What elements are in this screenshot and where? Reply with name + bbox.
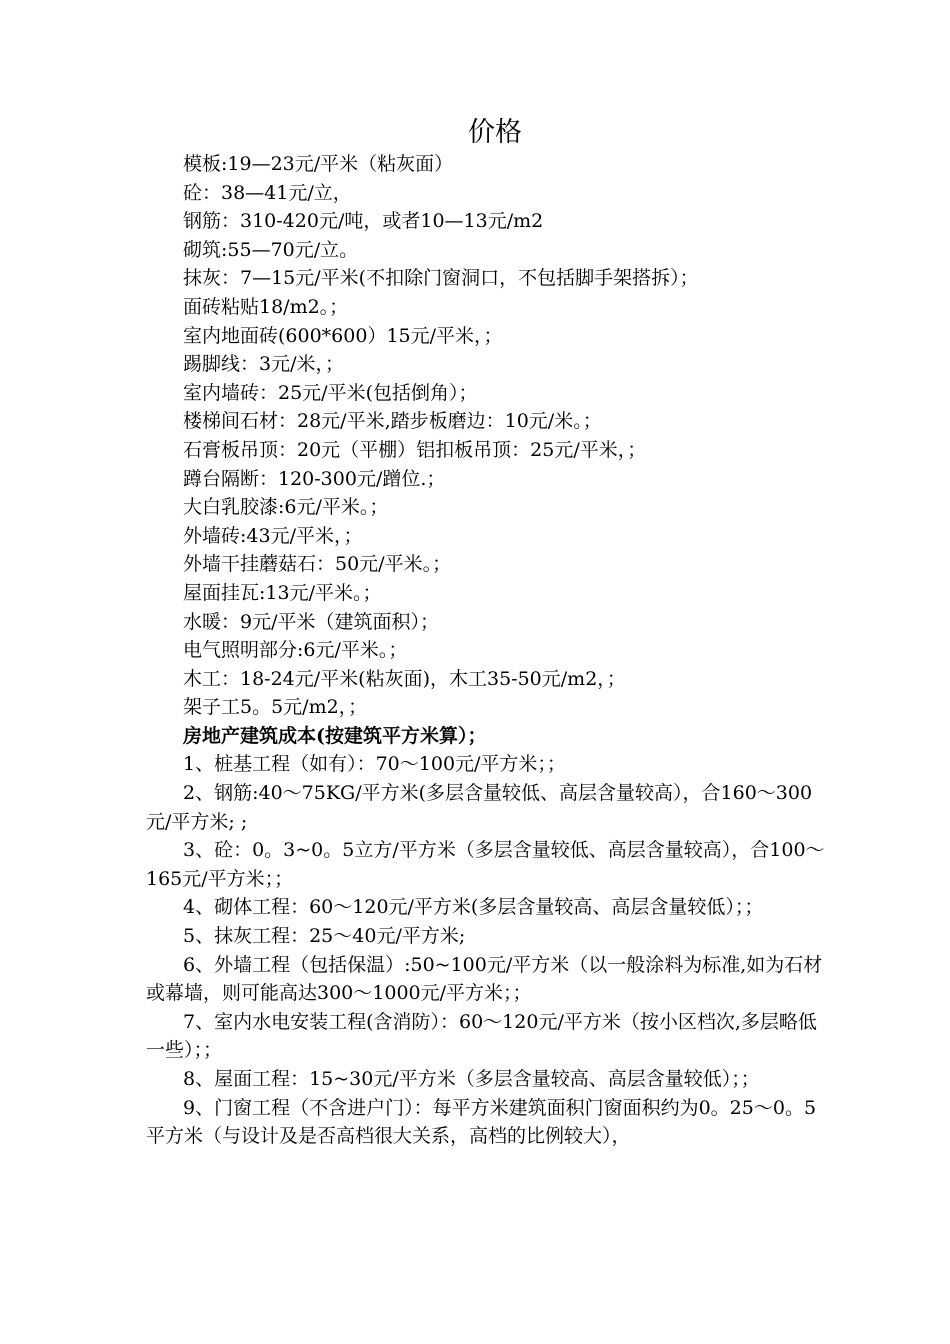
cost-item: 2、钢筋:40～75KG/平方米(多层含量较低、高层含量较高），合160～300元/平方米; ; [146, 782, 813, 833]
price-line: 面砖粘贴18/m2。； [183, 295, 349, 318]
cost-item: 5、抹灰工程：25～40元/平方米; [183, 925, 466, 948]
cost-item: 6、外墙工程（包括保温）:50~100元/平方米（以一般涂料为标准,如为石材或幕墙，则可能高达300～1000元/平方米；； [146, 953, 823, 1005]
price-line: 室内地面砖(600*600）15元/平米，； [183, 324, 503, 347]
price-line: 砌筑:55—70元/立。 [183, 238, 359, 261]
cost-item: 3、砼：0。3~0。5立方/平方米（多层含量较低、高层含量较高），合100～165元/平方米；； [146, 839, 825, 890]
price-line: 大白乳胶漆:6元/平米。； [183, 496, 389, 519]
price-line: 砼：38—41元/立， [183, 181, 352, 204]
price-line: 钢筋：310-420元/吨，或者10—13元/m2 [183, 210, 544, 233]
section-heading: 房地产建筑成本(按建筑平方米算）； [183, 724, 487, 747]
price-line: 楼梯间石材：28元/平米,踏步板磨边：10元/米。； [183, 410, 602, 433]
price-line: 外墙砖:43元/平米，； [183, 524, 363, 547]
price-line: 屋面挂瓦:13元/平米。； [183, 581, 382, 604]
price-line: 抹灰：7—15元/平米(不扣除门窗洞口，不包括脚手架搭拆）； [183, 267, 699, 290]
price-line: 石膏板吊顶：20元（平棚）铝扣板吊顶：25元/平米，； [183, 438, 647, 461]
document-body [146, 150, 826, 1151]
price-line: 踢脚线：3元/米，； [183, 353, 344, 376]
cost-item: 1、桩基工程（如有）：70～100元/平方米；； [183, 753, 566, 776]
price-line: 蹲台隔断：120-300元/蹭位.； [183, 467, 446, 490]
price-line: 外墙干挂蘑菇石：50元/平米。； [183, 553, 452, 576]
document-title: 价格 [468, 117, 522, 148]
cost-item: 7、室内水电安装工程(含消防）：60～120元/平方米（按小区档次,多层略低一些）；； [146, 1010, 817, 1062]
price-line: 模板:19—23元/平米（粘灰面） [183, 153, 454, 175]
price-line: 室内墙砖：25元/平米(包括倒角）； [183, 381, 478, 404]
price-line: 架子工5。5元/m2，； [183, 696, 368, 719]
cost-item: 9、门窗工程（不含进户门）：每平方米建筑面积门窗面积约为0。25～0。5平方米（与设计及是否高档很大关系，高档的比例较大）， [146, 1096, 817, 1148]
price-line: 电气照明部分:6元/平米。； [183, 639, 408, 662]
cost-item: 4、砌体工程：60～120元/平方米(多层含量较高、高层含量较低）；； [183, 896, 764, 919]
price-line: 水暖：9元/平米（建筑面积）； [183, 610, 439, 633]
price-line: 木工：18-24元/平米(粘灰面)，木工35-50元/m2，； [183, 667, 626, 690]
cost-item: 8、屋面工程：15~30元/平方米（多层含量较高、高层含量较低）；； [183, 1068, 760, 1090]
